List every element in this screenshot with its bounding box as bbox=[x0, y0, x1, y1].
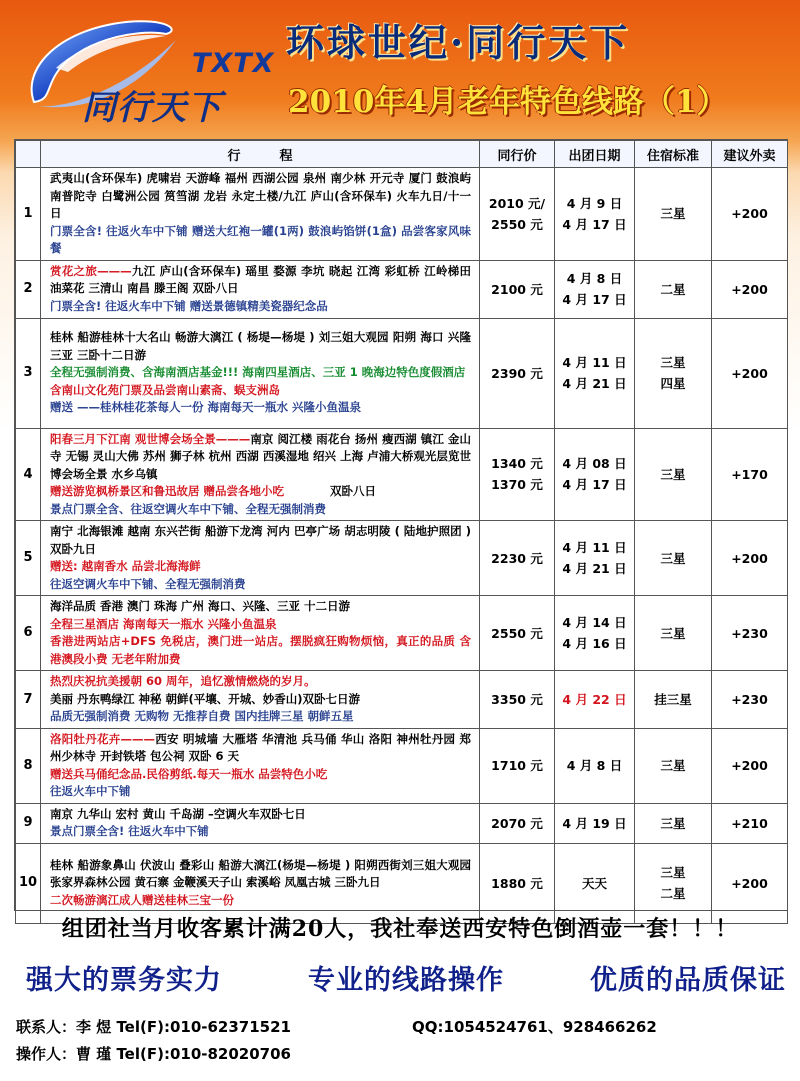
route-segment: 门票全含! 往返火车中下铺 赠送大红袍一罐(1两) 鼓浪屿馅饼(1盒) 品尝客家风味餐 bbox=[50, 223, 471, 255]
departure-date-value: 4 月 16 日 bbox=[562, 636, 627, 651]
suggested-markup: +200 bbox=[712, 318, 788, 428]
route-segment: 二次畅游漓江成人赠送桂林三宝一份 bbox=[50, 892, 234, 907]
price bbox=[480, 318, 555, 428]
hotel-standard-value: 三星 bbox=[660, 758, 686, 773]
price-value: 1340 元 bbox=[491, 456, 543, 472]
departure-date-value: 4 月 21 日 bbox=[562, 561, 627, 576]
route-segment: 往返火车中下铺 bbox=[50, 784, 131, 798]
suggested-markup: +200 bbox=[712, 260, 788, 318]
table-row bbox=[16, 260, 788, 318]
hotel-standard-value: 三星 bbox=[660, 865, 686, 880]
slogans bbox=[26, 958, 786, 997]
hotel-standard-value: 三星 bbox=[660, 206, 686, 222]
route-segment: 景点门票全含! 往返火车中下铺 bbox=[50, 824, 209, 838]
route-line bbox=[50, 783, 471, 801]
departure-date bbox=[555, 521, 635, 596]
route-description bbox=[41, 521, 480, 596]
route-line bbox=[50, 633, 471, 668]
table-row bbox=[16, 168, 788, 261]
hotel-standard bbox=[635, 803, 712, 843]
departure-date bbox=[555, 596, 635, 671]
route-description bbox=[41, 728, 480, 803]
departure-date-value: 4 月 8 日 bbox=[566, 271, 623, 286]
contact-info bbox=[16, 1016, 796, 1070]
price bbox=[480, 521, 555, 596]
price-value: 2230 元 bbox=[491, 550, 543, 566]
route-segment: 赠送游览枫桥景区和鲁迅故居 赠品尝各地小吃 bbox=[50, 484, 285, 498]
departure-date bbox=[555, 803, 635, 843]
price-value: 3350 元 bbox=[491, 691, 543, 707]
suggested-markup: +200 bbox=[712, 168, 788, 261]
route-segment: 景点门票全含、往返空调火车中下铺、全程无强制消费 bbox=[50, 501, 326, 516]
route-line bbox=[50, 223, 471, 258]
route-line bbox=[50, 558, 471, 576]
row-number: 10 bbox=[16, 843, 41, 923]
departure-date bbox=[555, 168, 635, 261]
route-segment: 美丽 丹东鸭绿江 神秘 朝鲜(平壤、开城、妙香山)双卧七日游 bbox=[50, 691, 361, 706]
hotel-standard bbox=[635, 596, 712, 671]
route-segment: 双卧八日 bbox=[284, 484, 377, 498]
route-line bbox=[50, 616, 471, 634]
price bbox=[480, 671, 555, 729]
route-description bbox=[41, 428, 480, 521]
suggested-markup: +200 bbox=[712, 728, 788, 803]
route-segment: 全程三星酒店 海南每天一瓶水 兴隆小鱼温泉 bbox=[50, 616, 277, 631]
route-description bbox=[41, 318, 480, 428]
price-value: 2100 元 bbox=[491, 281, 543, 297]
departure-date-value: 4 月 17 日 bbox=[562, 477, 627, 493]
route-line bbox=[50, 298, 471, 316]
route-line bbox=[50, 823, 471, 841]
row-number: 3 bbox=[16, 318, 41, 428]
route-segment: 武夷山(含环保车) 虎啸岩 天游峰 福州 西湖公园 泉州 南少林 开元寺 厦门 鼓浪屿 南普陀寺 白鹭洲公园 筼筜湖 龙岩 永定土楼/九江 庐山(含环保车) 火车九日/十一日 bbox=[50, 171, 471, 220]
route-segment: 品质无强制消费 无购物 无推荐自费 国内挂牌三星 朝鲜五星 bbox=[50, 709, 354, 723]
header-no bbox=[16, 141, 41, 168]
route-line bbox=[50, 766, 471, 784]
hotel-standard-value: 三星 bbox=[660, 550, 686, 566]
route-line bbox=[50, 691, 471, 709]
operator-person: 操作人：曹 瑾 Tel(F):010-82020706 bbox=[16, 1045, 291, 1063]
route-segment: 赠送: 越南香水 品尝北海海鲜 bbox=[50, 559, 201, 573]
route-segment: 南宁 北海银滩 越南 东兴芒街 船游下龙湾 河内 巴亭广场 胡志明陵 ( 陆地护照团 ) 双卧九日 bbox=[50, 524, 471, 556]
route-line bbox=[50, 673, 471, 691]
route-line bbox=[50, 170, 471, 223]
table-row bbox=[16, 521, 788, 596]
route-segment: 阳春三月下江南 观世博会场全景——— bbox=[50, 431, 251, 446]
price bbox=[480, 260, 555, 318]
hotel-standard-value: 挂三星 bbox=[654, 691, 692, 707]
price-value: 1710 元 bbox=[491, 758, 543, 773]
route-line bbox=[50, 501, 471, 519]
departure-date-value: 4 月 17 日 bbox=[562, 216, 627, 232]
departure-date-value: 4 月 8 日 bbox=[566, 758, 623, 773]
row-number: 6 bbox=[16, 596, 41, 671]
row-number: 2 bbox=[16, 260, 41, 318]
route-segment: 全程无强制消费、含海南酒店基金!!! 海南四星酒店、三亚 1 晚海边特色度假酒店 bbox=[50, 365, 466, 380]
row-number: 8 bbox=[16, 728, 41, 803]
page-subtitle: 2010年4月老年特色线路（1） bbox=[288, 84, 728, 120]
route-segment: 赠送 ——桂林桂花茶每人一份 海南每天一瓶水 兴隆小鱼温泉 bbox=[50, 400, 362, 415]
hotel-standard-value: 三星 bbox=[660, 466, 686, 482]
route-line bbox=[50, 857, 471, 892]
hotel-standard-value: 二星 bbox=[660, 886, 686, 901]
departure-date bbox=[555, 843, 635, 923]
route-segment: 门票全含! 往返火车中下铺 赠送景德镇精美瓷器纪念品 bbox=[50, 298, 328, 313]
table-row bbox=[16, 428, 788, 521]
route-segment: 往返空调火车中下铺、全程无强制消费 bbox=[50, 576, 246, 591]
logo-abbr: TXTX bbox=[192, 48, 275, 79]
route-segment: 西安 明城墙 大雁塔 华清池 兵马俑 华山 洛阳 神州牡丹园 郑州少林寺 开封铁塔 包公祠 双卧 6 天 bbox=[50, 731, 472, 763]
header-route: 行 程 bbox=[41, 141, 480, 168]
route-description bbox=[41, 671, 480, 729]
route-segment: 九江 庐山(含环保车) 瑶里 婺源 李坑 晓起 江湾 彩虹桥 江岭梯田油菜花 三清山 南昌 滕王阁 双卧八日 bbox=[50, 263, 472, 296]
departure-date-value: 4 月 11 日 bbox=[562, 540, 627, 555]
hotel-standard bbox=[635, 318, 712, 428]
price-value: 2550 元 bbox=[491, 216, 543, 232]
row-number: 4 bbox=[16, 428, 41, 521]
suggested-markup: +210 bbox=[712, 803, 788, 843]
slogan-quality: 优质的品质保证 bbox=[590, 965, 786, 996]
route-segment: 赠送兵马俑纪念品.民俗剪纸.每天一瓶水 品尝特色小吃 bbox=[50, 766, 328, 781]
departure-date-value: 4 月 08 日 bbox=[562, 456, 627, 472]
route-line bbox=[50, 806, 471, 824]
route-description bbox=[41, 843, 480, 923]
table-row bbox=[16, 843, 788, 923]
departure-date-value: 4 月 11 日 bbox=[562, 355, 627, 370]
route-line bbox=[50, 523, 471, 558]
hotel-standard bbox=[635, 168, 712, 261]
itinerary-table bbox=[15, 140, 788, 924]
route-segment: 热烈庆祝抗美援朝 60 周年，追忆激情燃烧的岁月。 bbox=[50, 674, 316, 688]
header-hotel: 住宿标准 bbox=[635, 141, 712, 168]
departure-date-value: 4 月 17 日 bbox=[562, 292, 627, 307]
suggested-markup: +230 bbox=[712, 596, 788, 671]
price bbox=[480, 843, 555, 923]
route-line bbox=[50, 364, 471, 382]
price-value: 2390 元 bbox=[491, 365, 543, 381]
route-line bbox=[50, 329, 471, 364]
row-number: 9 bbox=[16, 803, 41, 843]
price-value: 1370 元 bbox=[491, 477, 543, 493]
contact-person: 联系人：李 煜 Tel(F):010-62371521 bbox=[16, 1018, 291, 1036]
price-value: 2070 元 bbox=[491, 815, 543, 831]
price bbox=[480, 596, 555, 671]
row-number: 7 bbox=[16, 671, 41, 729]
hotel-standard-value: 三星 bbox=[660, 815, 686, 831]
price bbox=[480, 428, 555, 521]
departure-date bbox=[555, 428, 635, 521]
route-segment: 桂林 船游象鼻山 伏波山 叠彩山 船游大漓江(杨堤—杨堤 ) 阳朔西街刘三姐大观园 张家界森林公园 黄石寨 金鞭溪天子山 索溪峪 凤凰古城 三卧九日 bbox=[50, 857, 471, 890]
logo-name: 同行天下 bbox=[82, 88, 222, 128]
departure-date-value: 4 月 19 日 bbox=[562, 815, 627, 831]
departure-date bbox=[555, 260, 635, 318]
route-segment: 洛阳牡丹花卉——— bbox=[50, 731, 155, 746]
route-line bbox=[50, 892, 471, 910]
departure-date-value: 天天 bbox=[581, 875, 607, 891]
header-sell: 建议外卖 bbox=[712, 141, 788, 168]
hotel-standard-value: 二星 bbox=[660, 281, 686, 297]
route-line bbox=[50, 431, 471, 484]
route-segment: 南京 阅江楼 雨花台 扬州 瘦西湖 镇江 金山寺 无锡 灵山大佛 苏州 狮子林 杭州 西湖 西溪湿地 绍兴 上海 卢浦大桥观光层览世博会场全景 水乡乌镇 bbox=[50, 431, 471, 481]
slogan-routes: 专业的线路操作 bbox=[308, 965, 504, 996]
route-line bbox=[50, 382, 471, 400]
hotel-standard bbox=[635, 260, 712, 318]
route-line bbox=[50, 576, 471, 594]
itinerary-rows bbox=[16, 168, 788, 924]
suggested-markup: +170 bbox=[712, 428, 788, 521]
route-description bbox=[41, 260, 480, 318]
route-description bbox=[41, 803, 480, 843]
route-line bbox=[50, 731, 471, 766]
qq-numbers: QQ:1054524761、928466262 bbox=[412, 1018, 657, 1036]
route-segment: 香港进两站店+DFS 免税店，澳门进一站店。摆脱疯狂购物烦恼，真正的品质 含港澳段小费 无老年附加费 bbox=[50, 634, 471, 666]
hotel-standard bbox=[635, 521, 712, 596]
suggested-markup: +200 bbox=[712, 843, 788, 923]
hotel-standard bbox=[635, 728, 712, 803]
price bbox=[480, 803, 555, 843]
departure-date-value: 4 月 14 日 bbox=[562, 615, 627, 630]
departure-date bbox=[555, 671, 635, 729]
hotel-standard bbox=[635, 428, 712, 521]
hotel-standard-value: 四星 bbox=[660, 376, 686, 391]
route-segment: 南京 九华山 宏村 黄山 千岛湖 –空调火车双卧七日 bbox=[50, 806, 306, 821]
table-header-row bbox=[16, 141, 788, 168]
hotel-standard bbox=[635, 843, 712, 923]
departure-date bbox=[555, 318, 635, 428]
route-description bbox=[41, 596, 480, 671]
row-number: 5 bbox=[16, 521, 41, 596]
route-segment: 桂林 船游桂林十大名山 畅游大漓江 ( 杨堤—杨堤 ) 刘三姐大观园 阳朔 海口 兴隆 三亚 三卧十二日游 bbox=[50, 330, 471, 362]
route-line bbox=[50, 263, 471, 298]
route-segment: 赏花之旅——— bbox=[50, 263, 132, 278]
suggested-markup: +230 bbox=[712, 671, 788, 729]
route-segment: 海洋品质 香港 澳门 珠海 广州 海口、兴隆、三亚 十二日游 bbox=[50, 599, 351, 613]
departure-date bbox=[555, 728, 635, 803]
hotel-standard bbox=[635, 671, 712, 729]
suggested-markup: +200 bbox=[712, 521, 788, 596]
hotel-standard-value: 三星 bbox=[660, 355, 686, 370]
promo-text: 组团社当月收客累计满20人，我社奉送西安特色倒酒壶一套！！！ bbox=[61, 916, 739, 942]
route-line bbox=[50, 598, 471, 616]
table-row bbox=[16, 318, 788, 428]
route-line bbox=[50, 708, 471, 726]
price bbox=[480, 728, 555, 803]
slogan-tickets: 强大的票务实力 bbox=[26, 965, 222, 996]
table-row bbox=[16, 728, 788, 803]
departure-date-value: 4 月 9 日 bbox=[566, 195, 623, 211]
route-description bbox=[41, 168, 480, 261]
route-line bbox=[50, 399, 471, 417]
price-value: 2010 元/ bbox=[488, 195, 546, 211]
row-number: 1 bbox=[16, 168, 41, 261]
departure-date-value: 4 月 22 日 bbox=[562, 691, 627, 707]
header-date: 出团日期 bbox=[555, 141, 635, 168]
header-price: 同行价 bbox=[480, 141, 555, 168]
price-value: 2550 元 bbox=[491, 625, 543, 641]
table-row bbox=[16, 596, 788, 671]
price-value: 1880 元 bbox=[491, 875, 543, 891]
table-row bbox=[16, 671, 788, 729]
price bbox=[480, 168, 555, 261]
itinerary-table-frame bbox=[14, 139, 788, 911]
company-logo bbox=[16, 10, 275, 128]
route-line bbox=[50, 483, 471, 501]
table-row bbox=[16, 803, 788, 843]
route-segment: 含南山文化苑门票及品尝南山素斋、蜈支洲岛 bbox=[50, 382, 280, 397]
page-title: 环球世纪·同行天下 bbox=[286, 20, 631, 65]
departure-date-value: 4 月 21 日 bbox=[562, 376, 627, 391]
hotel-standard-value: 三星 bbox=[660, 625, 686, 641]
